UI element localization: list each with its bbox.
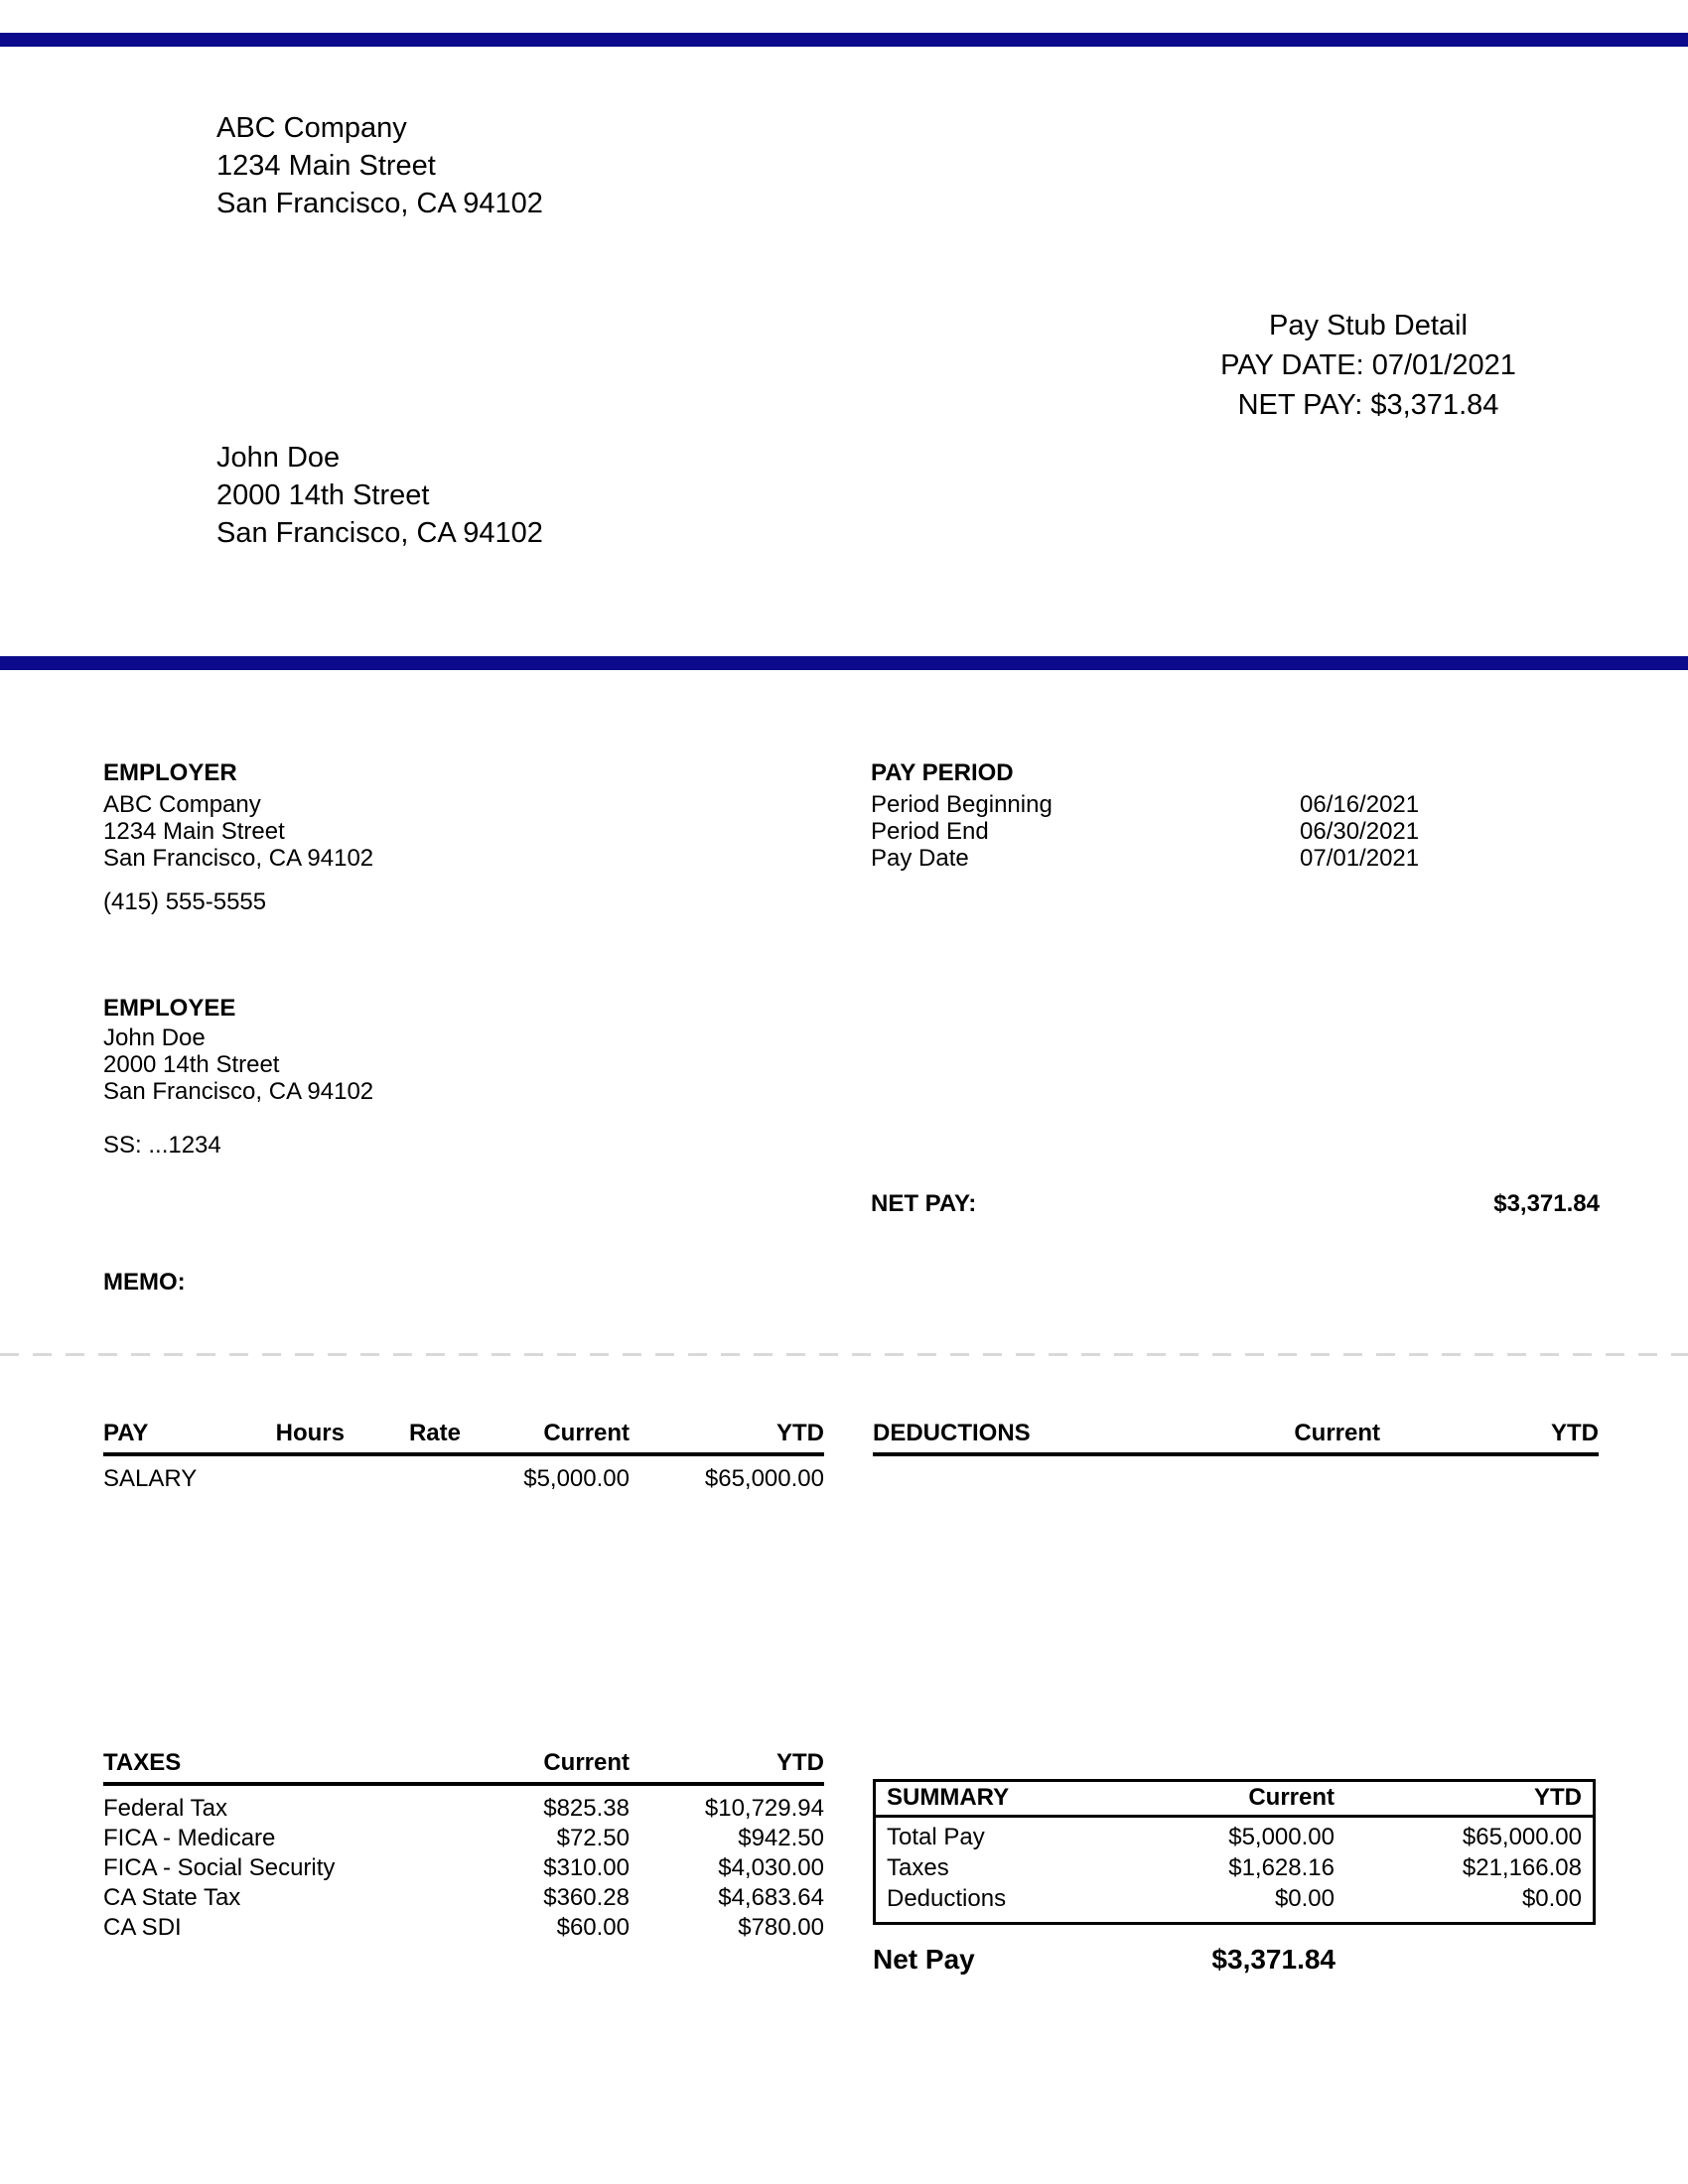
- net-pay-label: NET PAY:: [871, 1190, 977, 1217]
- employer-city: San Francisco, CA 94102: [103, 845, 374, 872]
- employer-phone: (415) 555-5555: [103, 888, 267, 915]
- summary-current: $1,628.16: [1228, 1854, 1335, 1881]
- net-pay-row: [871, 1190, 1600, 1218]
- pay-period-row: [871, 791, 1600, 818]
- deductions-table: [873, 1420, 1599, 1456]
- tax-name: Federal Tax: [103, 1795, 227, 1822]
- current-col-header: Current: [1248, 1784, 1335, 1811]
- table-row: [887, 1822, 1582, 1852]
- table-row: [103, 1464, 824, 1494]
- net-pay-total-label: Net Pay: [873, 1944, 975, 1975]
- tax-name: CA SDI: [103, 1914, 182, 1941]
- pay-col-header: PAY: [103, 1420, 149, 1446]
- pay-period-value: 07/01/2021: [1300, 845, 1420, 872]
- net-pay-total-value: $3,371.84: [1211, 1944, 1336, 1975]
- summary-label: Deductions: [887, 1885, 1007, 1912]
- ytd-col-header: YTD: [1551, 1420, 1599, 1446]
- taxes-table-header: [103, 1749, 824, 1786]
- table-row: [103, 1824, 824, 1853]
- employer-address: [103, 791, 373, 872]
- table-row: [103, 1794, 824, 1824]
- table-row: [103, 1913, 824, 1943]
- employee-name: John Doe: [216, 442, 341, 474]
- current-col-header: Current: [543, 1749, 630, 1776]
- current-col-header: Current: [543, 1420, 630, 1446]
- summary-label: Total Pay: [887, 1824, 985, 1850]
- pay-period-label: Pay Date: [871, 845, 969, 872]
- pay-period-section-heading: PAY PERIOD: [871, 759, 1014, 786]
- employer-street: 1234 Main Street: [103, 818, 285, 845]
- company-city: San Francisco, CA 94102: [216, 188, 543, 219]
- taxes-col-header: TAXES: [103, 1749, 182, 1776]
- ytd-col-header: YTD: [1534, 1784, 1582, 1811]
- ytd-col-header: YTD: [776, 1420, 824, 1446]
- summary-table: [873, 1779, 1596, 1925]
- pay-item-hours: [242, 1464, 345, 1494]
- employer-name: ABC Company: [103, 791, 261, 818]
- pay-item-ytd: $65,000.00: [704, 1465, 824, 1492]
- pay-period-value: 06/16/2021: [1300, 791, 1420, 818]
- tax-current: $825.38: [543, 1795, 630, 1822]
- net-pay-total-row: [873, 1944, 1336, 1976]
- header-net-pay: NET PAY: $3,371.84: [1237, 389, 1499, 421]
- employee-ssn: SS: ...1234: [103, 1132, 221, 1159]
- tax-ytd: $4,683.64: [718, 1884, 824, 1911]
- company-street: 1234 Main Street: [216, 150, 436, 182]
- taxes-table: [103, 1749, 824, 1943]
- pay-table-header: [103, 1420, 824, 1456]
- table-row: [887, 1883, 1582, 1914]
- pay-item-rate: [345, 1464, 461, 1494]
- table-row: [887, 1852, 1582, 1883]
- tax-current: $360.28: [543, 1884, 630, 1911]
- summary-ytd: $65,000.00: [1462, 1824, 1582, 1850]
- summary-current: $0.00: [1274, 1885, 1335, 1912]
- pay-table: [103, 1420, 824, 1494]
- deductions-col-header: DEDUCTIONS: [873, 1420, 1031, 1446]
- tax-current: $310.00: [543, 1854, 630, 1881]
- employee-street: 2000 14th Street: [216, 479, 430, 511]
- employer-section-heading: EMPLOYER: [103, 759, 237, 786]
- header-pay-date: PAY DATE: 07/01/2021: [1220, 349, 1516, 381]
- summary-col-header: SUMMARY: [887, 1784, 1010, 1811]
- memo-heading: MEMO:: [103, 1269, 186, 1296]
- table-row: [103, 1883, 824, 1913]
- employee-sec-name: John Doe: [103, 1024, 206, 1051]
- tax-current: $60.00: [556, 1914, 630, 1941]
- table-row: [103, 1853, 824, 1883]
- summary-table-header: [876, 1782, 1593, 1818]
- employee-city: San Francisco, CA 94102: [216, 517, 543, 549]
- net-pay-value: $3,371.84: [1493, 1190, 1600, 1217]
- employee-section-heading: EMPLOYEE: [103, 995, 236, 1022]
- hours-col-header: Hours: [275, 1420, 345, 1446]
- employee-sec-city: San Francisco, CA 94102: [103, 1078, 374, 1105]
- summary-label: Taxes: [887, 1854, 949, 1881]
- summary-ytd: $21,166.08: [1462, 1854, 1582, 1881]
- pay-period-label: Period End: [871, 818, 989, 845]
- tax-current: $72.50: [556, 1825, 630, 1851]
- summary-table-body: [876, 1818, 1593, 1922]
- summary-ytd: $0.00: [1521, 1885, 1582, 1912]
- summary-current: $5,000.00: [1228, 1824, 1335, 1850]
- pay-item-current: $5,000.00: [523, 1465, 630, 1492]
- current-col-header: Current: [1294, 1420, 1380, 1446]
- rate-col-header: Rate: [408, 1420, 461, 1446]
- deductions-table-header: [873, 1420, 1599, 1456]
- pay-item-name: SALARY: [103, 1465, 198, 1492]
- tax-name: FICA - Social Security: [103, 1854, 336, 1881]
- tax-name: CA State Tax: [103, 1884, 241, 1911]
- tax-name: FICA - Medicare: [103, 1825, 276, 1851]
- middle-accent-bar: [0, 656, 1688, 670]
- taxes-table-body: [103, 1794, 824, 1943]
- company-address-block: [216, 109, 543, 222]
- pay-period-label: Period Beginning: [871, 791, 1053, 818]
- employee-address-block: [216, 439, 543, 552]
- tax-ytd: $10,729.94: [704, 1795, 824, 1822]
- pay-period-row: [871, 845, 1600, 872]
- tear-off-dashed-separator: [0, 1353, 1688, 1356]
- tax-ytd: $4,030.00: [718, 1854, 824, 1881]
- ytd-col-header: YTD: [776, 1749, 824, 1776]
- company-name: ABC Company: [216, 112, 407, 144]
- pay-period-rows: [871, 791, 1600, 872]
- pay-period-value: 06/30/2021: [1300, 818, 1420, 845]
- page-title: Pay Stub Detail: [1269, 310, 1468, 341]
- tax-ytd: $942.50: [738, 1825, 824, 1851]
- employee-sec-street: 2000 14th Street: [103, 1051, 280, 1078]
- employee-address: [103, 1024, 373, 1105]
- pay-period-row: [871, 818, 1600, 845]
- tax-ytd: $780.00: [738, 1914, 824, 1941]
- stub-header-block: [1021, 306, 1688, 425]
- top-accent-bar: [0, 33, 1688, 47]
